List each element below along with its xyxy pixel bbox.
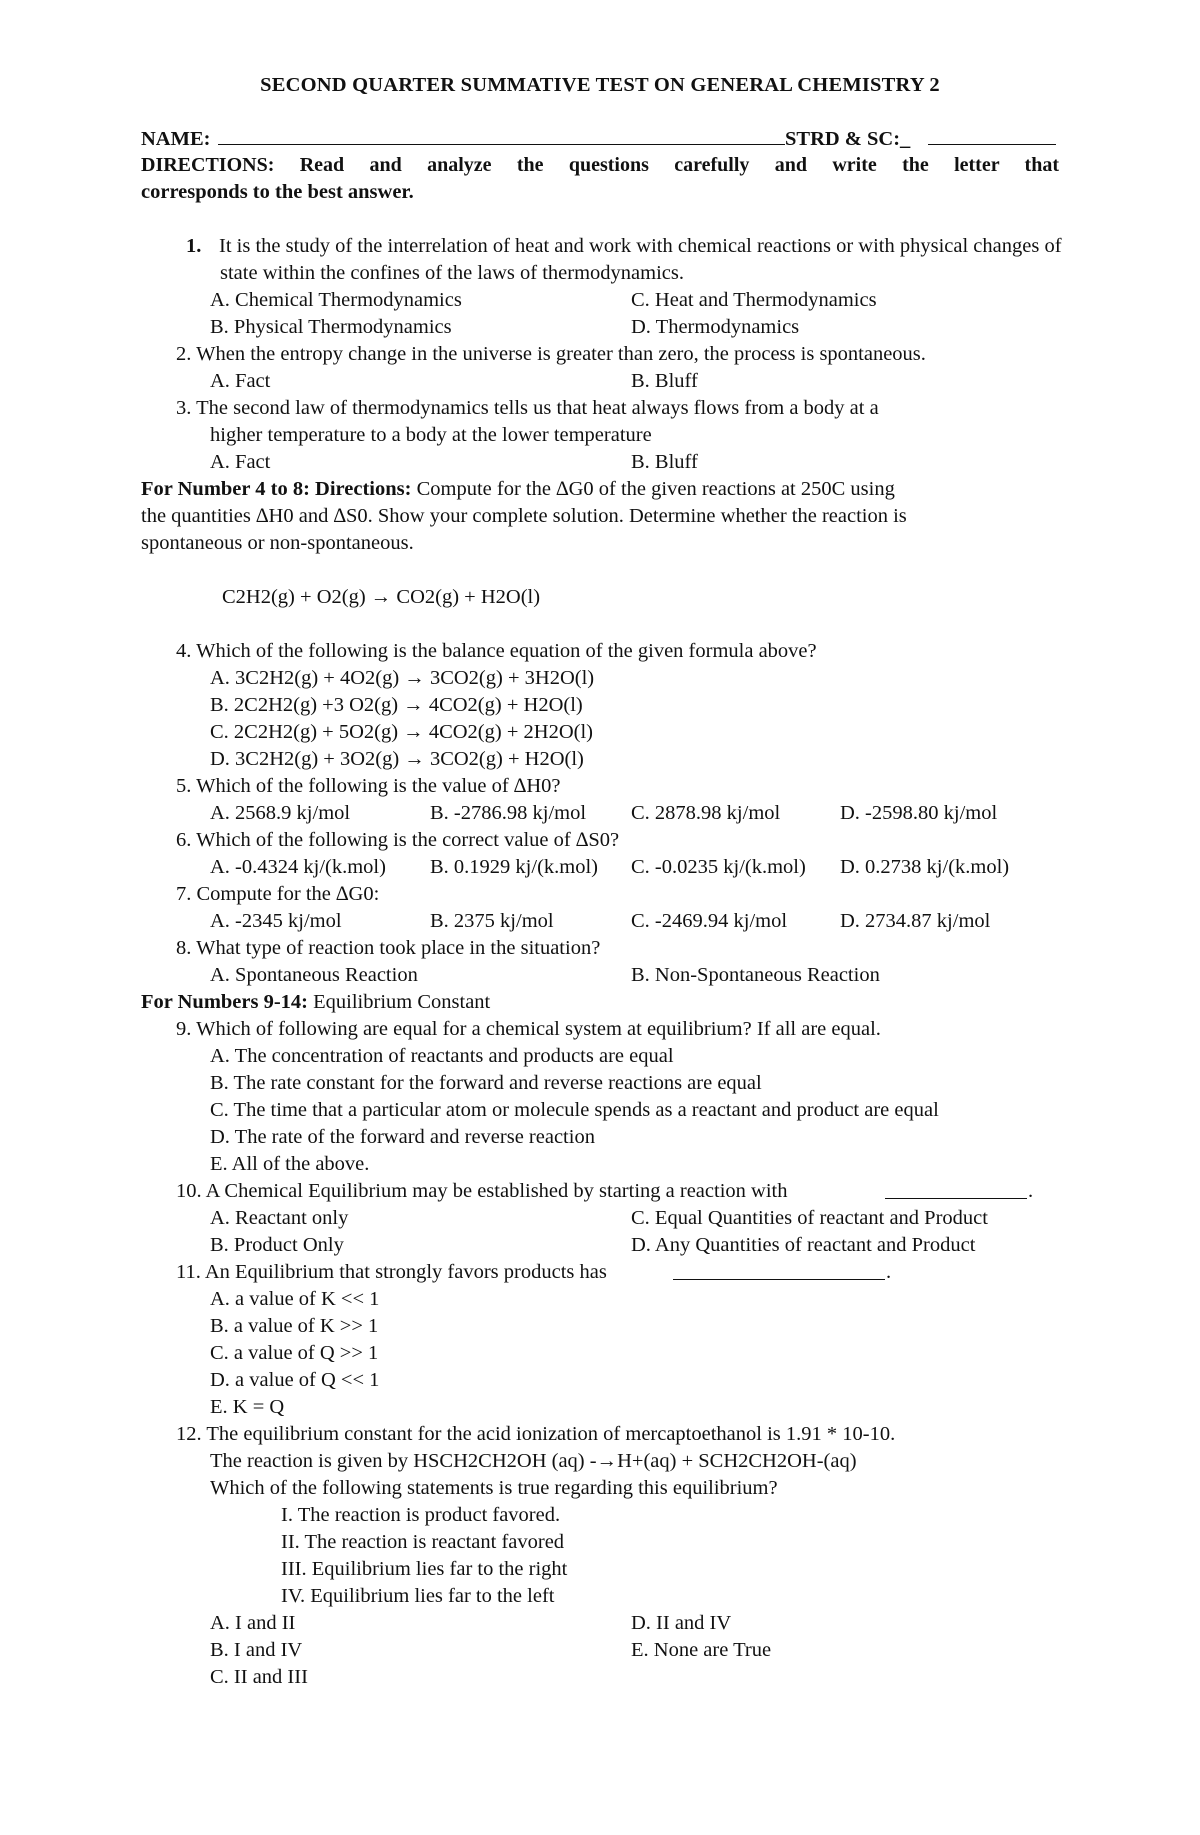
q12-text: 12. The equilibrium constant for the acid ionization of mercaptoethanol is 1.91 * 10-10. [176, 1423, 896, 1445]
q1-number: 1. [186, 235, 202, 257]
q10-text: 10. A Chemical Equilibrium may be established by starting a reaction with [176, 1180, 788, 1202]
q1-text: It is the study of the interrelation of heat and work with chemical reactions or with physical changes of [219, 235, 1062, 257]
q7-option-b[interactable]: B. 2375 kj/mol [430, 910, 554, 932]
q4-option-c[interactable]: C. 2C2H2(g) + 5O2(g) → 4CO2(g) + 2H2O(l) [210, 721, 593, 743]
q11-end: . [886, 1261, 892, 1283]
q5-option-c[interactable]: C. 2878.98 kj/mol [631, 802, 781, 824]
q12-text-2: The reaction is given by HSCH2CH2OH (aq) -→H+(aq) + SCH2CH2OH-(aq) [210, 1450, 857, 1472]
page-title: SECOND QUARTER SUMMATIVE TEST ON GENERAL CHEMISTRY 2 [260, 74, 940, 96]
q6-option-d[interactable]: D. 0.2738 kj/(k.mol) [840, 856, 1010, 878]
q3-option-a[interactable]: A. Fact [210, 451, 271, 473]
q10-end: . [1028, 1180, 1034, 1202]
q7-option-c[interactable]: C. -2469.94 kj/mol [631, 910, 788, 932]
q8-option-b[interactable]: B. Non-Spontaneous Reaction [631, 964, 880, 986]
q12-statement-4: IV. Equilibrium lies far to the left [281, 1585, 555, 1607]
q5-option-b[interactable]: B. -2786.98 kj/mol [430, 802, 587, 824]
q5-option-a[interactable]: A. 2568.9 kj/mol [210, 802, 351, 824]
q1-text-2: state within the confines of the laws of thermodynamics. [220, 262, 684, 284]
q1-option-b[interactable]: B. Physical Thermodynamics [210, 316, 452, 338]
q1-option-a[interactable]: A. Chemical Thermodynamics [210, 289, 462, 311]
q12-option-d[interactable]: D. II and IV [631, 1612, 732, 1634]
q3-text: 3. The second law of thermodynamics tells us that heat always flows from a body at a [176, 397, 879, 419]
q10-answer-blank[interactable] [885, 1180, 1027, 1199]
q1-option-d[interactable]: D. Thermodynamics [631, 316, 800, 338]
q12-text-3: Which of the following statements is true regarding this equilibrium? [210, 1477, 778, 1499]
q2-option-b[interactable]: B. Bluff [631, 370, 698, 392]
strand-label: STRD & SC:_ [785, 128, 911, 150]
q7-option-d[interactable]: D. 2734.87 kj/mol [840, 910, 991, 932]
q2-text: 2. When the entropy change in the universe is greater than zero, the process is spontaneous. [176, 343, 926, 365]
q11-option-a[interactable]: A. a value of K << 1 [210, 1288, 380, 1310]
section-9-14-label: For Numbers 9-14: [141, 991, 309, 1013]
q6-option-b[interactable]: B. 0.1929 kj/(k.mol) [430, 856, 598, 878]
directions-label: DIRECTIONS: [141, 154, 275, 176]
q11-option-e[interactable]: E. K = Q [210, 1396, 285, 1418]
section-4-8-text-2: the quantities ∆H0 and ∆S0. Show your complete solution. Determine whether the reaction is [141, 505, 907, 527]
q8-option-a[interactable]: A. Spontaneous Reaction [210, 964, 418, 986]
q4-text: 4. Which of the following is the balance equation of the given formula above? [176, 640, 817, 662]
q11-text: 11. An Equilibrium that strongly favors products has [176, 1261, 607, 1283]
section-4-8-label: For Number 4 to 8: Directions: [141, 478, 412, 500]
q8-text: 8. What type of reaction took place in the situation? [176, 937, 601, 959]
name-blank-line[interactable] [218, 126, 785, 145]
q2-option-a[interactable]: A. Fact [210, 370, 271, 392]
q10-option-b[interactable]: B. Product Only [210, 1234, 344, 1256]
reaction-equation: C2H2(g) + O2(g) → CO2(g) + H2O(l) [222, 586, 541, 608]
q4-option-d[interactable]: D. 3C2H2(g) + 3O2(g) → 3CO2(g) + H2O(l) [210, 748, 584, 770]
directions-text-2: corresponds to the best answer. [141, 181, 414, 203]
directions-text: Read and analyze the questions carefully and write the letter that [299, 154, 1060, 176]
q10-option-c[interactable]: C. Equal Quantities of reactant and Product [631, 1207, 988, 1229]
q12-option-b[interactable]: B. I and IV [210, 1639, 303, 1661]
section-9-14-text: Equilibrium Constant [308, 991, 491, 1013]
q3-option-b[interactable]: B. Bluff [631, 451, 698, 473]
q9-text: 9. Which of following are equal for a chemical system at equilibrium? If all are equal. [176, 1018, 881, 1040]
q11-option-c[interactable]: C. a value of Q >> 1 [210, 1342, 379, 1364]
q11-option-b[interactable]: B. a value of K >> 1 [210, 1315, 379, 1337]
q12-option-c[interactable]: C. II and III [210, 1666, 308, 1688]
q10-option-d[interactable]: D. Any Quantities of reactant and Product [631, 1234, 976, 1256]
q7-option-a[interactable]: A. -2345 kj/mol [210, 910, 342, 932]
q11-answer-blank[interactable] [673, 1261, 885, 1280]
q5-option-d[interactable]: D. -2598.80 kj/mol [840, 802, 998, 824]
q6-option-a[interactable]: A. -0.4324 kj/(k.mol) [210, 856, 386, 878]
name-label: NAME: [141, 128, 211, 150]
q11-option-d[interactable]: D. a value of Q << 1 [210, 1369, 380, 1391]
q1-option-c[interactable]: C. Heat and Thermodynamics [631, 289, 877, 311]
q12-option-e[interactable]: E. None are True [631, 1639, 772, 1661]
q9-option-b[interactable]: B. The rate constant for the forward and reverse reactions are equal [210, 1072, 762, 1094]
q10-option-a[interactable]: A. Reactant only [210, 1207, 349, 1229]
q9-option-d[interactable]: D. The rate of the forward and reverse reaction [210, 1126, 595, 1148]
section-4-8-directions [141, 476, 895, 503]
q12-option-a[interactable]: A. I and II [210, 1612, 296, 1634]
section-9-14-heading [141, 989, 490, 1016]
directions [141, 152, 1059, 179]
q4-option-a[interactable]: A. 3C2H2(g) + 4O2(g) → 3CO2(g) + 3H2O(l) [210, 667, 595, 689]
q4-option-b[interactable]: B. 2C2H2(g) +3 O2(g) → 4CO2(g) + H2O(l) [210, 694, 583, 716]
q9-option-e[interactable]: E. All of the above. [210, 1153, 370, 1175]
q3-text-2: higher temperature to a body at the lower temperature [210, 424, 652, 446]
strand-blank-line[interactable] [928, 126, 1056, 145]
q9-option-a[interactable]: A. The concentration of reactants and products are equal [210, 1045, 674, 1067]
q6-option-c[interactable]: C. -0.0235 kj/(k.mol) [631, 856, 806, 878]
section-4-8-text-3: spontaneous or non-spontaneous. [141, 532, 414, 554]
q12-statement-1: I. The reaction is product favored. [281, 1504, 561, 1526]
q12-statement-2: II. The reaction is reactant favored [281, 1531, 565, 1553]
q6-text: 6. Which of the following is the correct value of ∆S0? [176, 829, 620, 851]
q5-text: 5. Which of the following is the value of ∆H0? [176, 775, 561, 797]
q12-statement-3: III. Equilibrium lies far to the right [281, 1558, 568, 1580]
q9-option-c[interactable]: C. The time that a particular atom or molecule spends as a reactant and product are equal [210, 1099, 939, 1121]
q7-text: 7. Compute for the ∆G0: [176, 883, 380, 905]
section-4-8-text: Compute for the ∆G0 of the given reactions at 250C using [411, 478, 895, 500]
